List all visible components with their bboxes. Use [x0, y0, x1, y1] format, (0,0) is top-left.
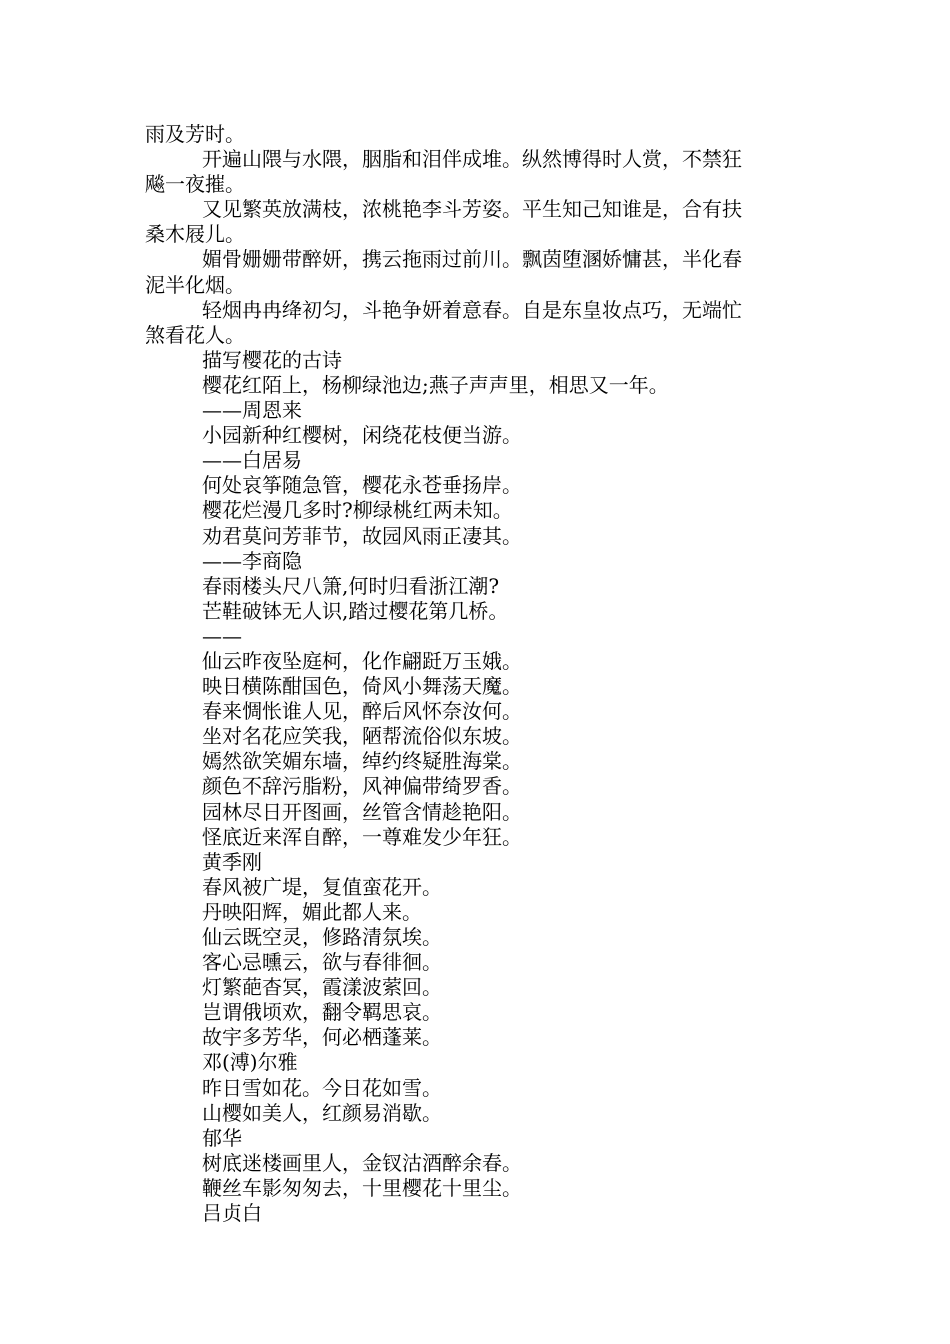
poem-text-body [145, 122, 807, 1226]
text-line: 仙云既空灵，修路清氛埃。 [202, 925, 442, 949]
text-line: 颜色不辞污脂粉，风神偏带绮罗香。 [202, 774, 522, 799]
text-line: 雨及芳时。 [145, 122, 245, 146]
text-line: 怪底近来浑自醉，一尊难发少年狂。 [202, 824, 522, 849]
text-line: 小园新种红樱树，闲绕花枝便当游。 [202, 423, 522, 448]
text-line: 樱花烂漫几多时?柳绿桃红两未知。 [202, 498, 513, 523]
text-line: 树底迷楼画里人，金钗沽酒醉余春。 [202, 1150, 522, 1175]
text-line: 山樱如美人，红颜易消歇。 [202, 1100, 442, 1125]
text-line: 园林尽日开图画，丝管含情趁艳阳。 [202, 799, 522, 824]
text-line: 吕贞白 [202, 1201, 262, 1226]
text-line: 灯繁葩杳冥，霞漾波萦回。 [202, 975, 442, 1000]
text-line: 开遍山隈与水隈，胭脂和泪伴成堆。纵然博得时人赏，不禁狂 [202, 147, 742, 172]
text-line: 春雨楼头尺八箫,何时归看浙江潮? [202, 573, 500, 598]
text-line: 又见繁英放满枝，浓桃艳李斗芳姿。平生知己知谁是，合有扶 [202, 197, 742, 222]
text-line: 坐对名花应笑我，陋帮流俗似东坡。 [202, 724, 522, 749]
text-line: ——周恩来 [202, 398, 302, 423]
text-line: 客心忌曛云，欲与春徘徊。 [202, 950, 442, 975]
text-line: 岂谓俄顷欢，翻令羁思哀。 [202, 1000, 442, 1025]
text-line: 黄季刚 [202, 849, 262, 874]
text-line: 媚骨姗姗带醉妍，携云拖雨过前川。飘茵堕溷娇慵甚，半化春 [202, 247, 742, 272]
text-line: 丹映阳辉，媚此都人来。 [202, 899, 422, 924]
text-line: 故宇多芳华，何必栖蓬莱。 [202, 1025, 442, 1050]
text-line: 昨日雪如花。今日花如雪。 [202, 1075, 442, 1100]
text-line: 描写樱花的古诗 [202, 347, 342, 372]
text-line: 邓(溥)尔雅 [202, 1050, 298, 1075]
text-line: 郁华 [202, 1125, 242, 1150]
text-line: 春来惆怅谁人见，醉后风怀奈汝何。 [202, 699, 522, 724]
text-line: 嫣然欲笑媚东墙，绰约终疑胜海棠。 [202, 749, 522, 774]
text-line: ——李商隐 [202, 548, 302, 573]
text-line: 轻烟冉冉绛初匀，斗艳争妍着意春。自是东皇妆点巧，无端忙 [202, 297, 742, 322]
text-line: 鞭丝车影匆匆去，十里樱花十里尘。 [202, 1175, 522, 1200]
text-line: 煞看花人。 [145, 322, 245, 347]
text-line: 仙云昨夜坠庭柯，化作翩跹万玉娥。 [202, 648, 522, 673]
text-line: —— [202, 623, 242, 648]
text-line: 飚一夜摧。 [145, 172, 245, 197]
text-line: 泥半化烟。 [145, 272, 245, 297]
text-line: 春风被广堤，复值蛮花开。 [202, 874, 442, 899]
text-line: 樱花红陌上，杨柳绿池边;燕子声声里，相思又一年。 [202, 372, 669, 397]
text-line: 映日横陈酣国色，倚风小舞荡天魔。 [202, 674, 522, 699]
text-line: ——白居易 [202, 448, 302, 473]
text-line: 桑木屐儿。 [145, 222, 245, 247]
text-line: 劝君莫问芳菲节，故园风雨正凄其。 [202, 523, 522, 548]
text-line: 芒鞋破钵无人识,踏过樱花第几桥。 [202, 598, 509, 623]
text-line: 何处哀筝随急管，樱花永苍垂扬岸。 [202, 473, 522, 498]
